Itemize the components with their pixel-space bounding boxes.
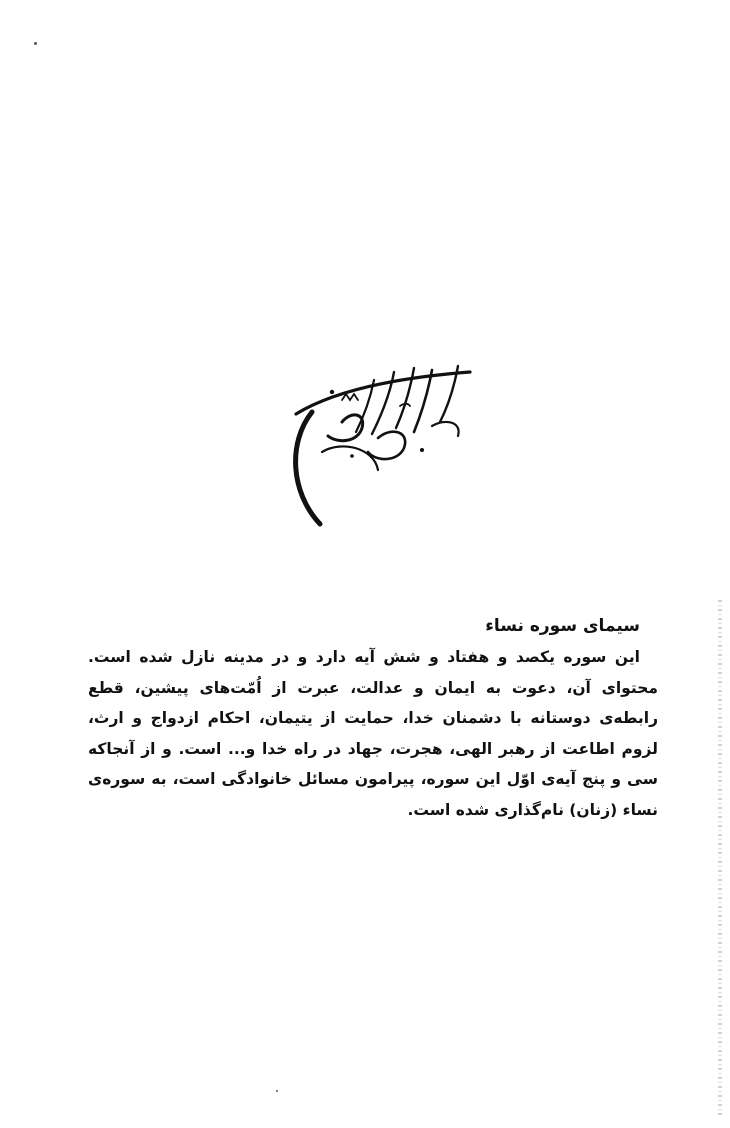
page-edge-shadow	[718, 600, 722, 1115]
section-title: سیمای سوره نساء	[485, 616, 640, 636]
bismillah-calligraphy	[282, 352, 482, 530]
scan-speck	[34, 42, 37, 45]
body-paragraph: این سوره یکصد و هفتاد و شش آیه دارد و در مدینه نازل شده است. محتوای آن، دعوت به ایمان و عدالت، عبرت از اُمّت‌های پیشین، قطع رابطه‌ی دوستانه با دشمنان خدا، حمایت از یتیمان، احکام ازدواج و ارث، لزوم اطاعت از رهبر الهی، هجرت، جهاد در راه خدا و... است. و از آنجاکه سی و پنج آیه‌ی اوّل این سوره، پیرامون مسائل خانوادگی است، به سوره‌ی نساء (زنان) نام‌گذاری شده است.	[88, 648, 658, 819]
text-block	[88, 612, 658, 825]
bismillah-calligraphy-art	[282, 352, 482, 530]
scan-speck	[276, 1090, 278, 1092]
